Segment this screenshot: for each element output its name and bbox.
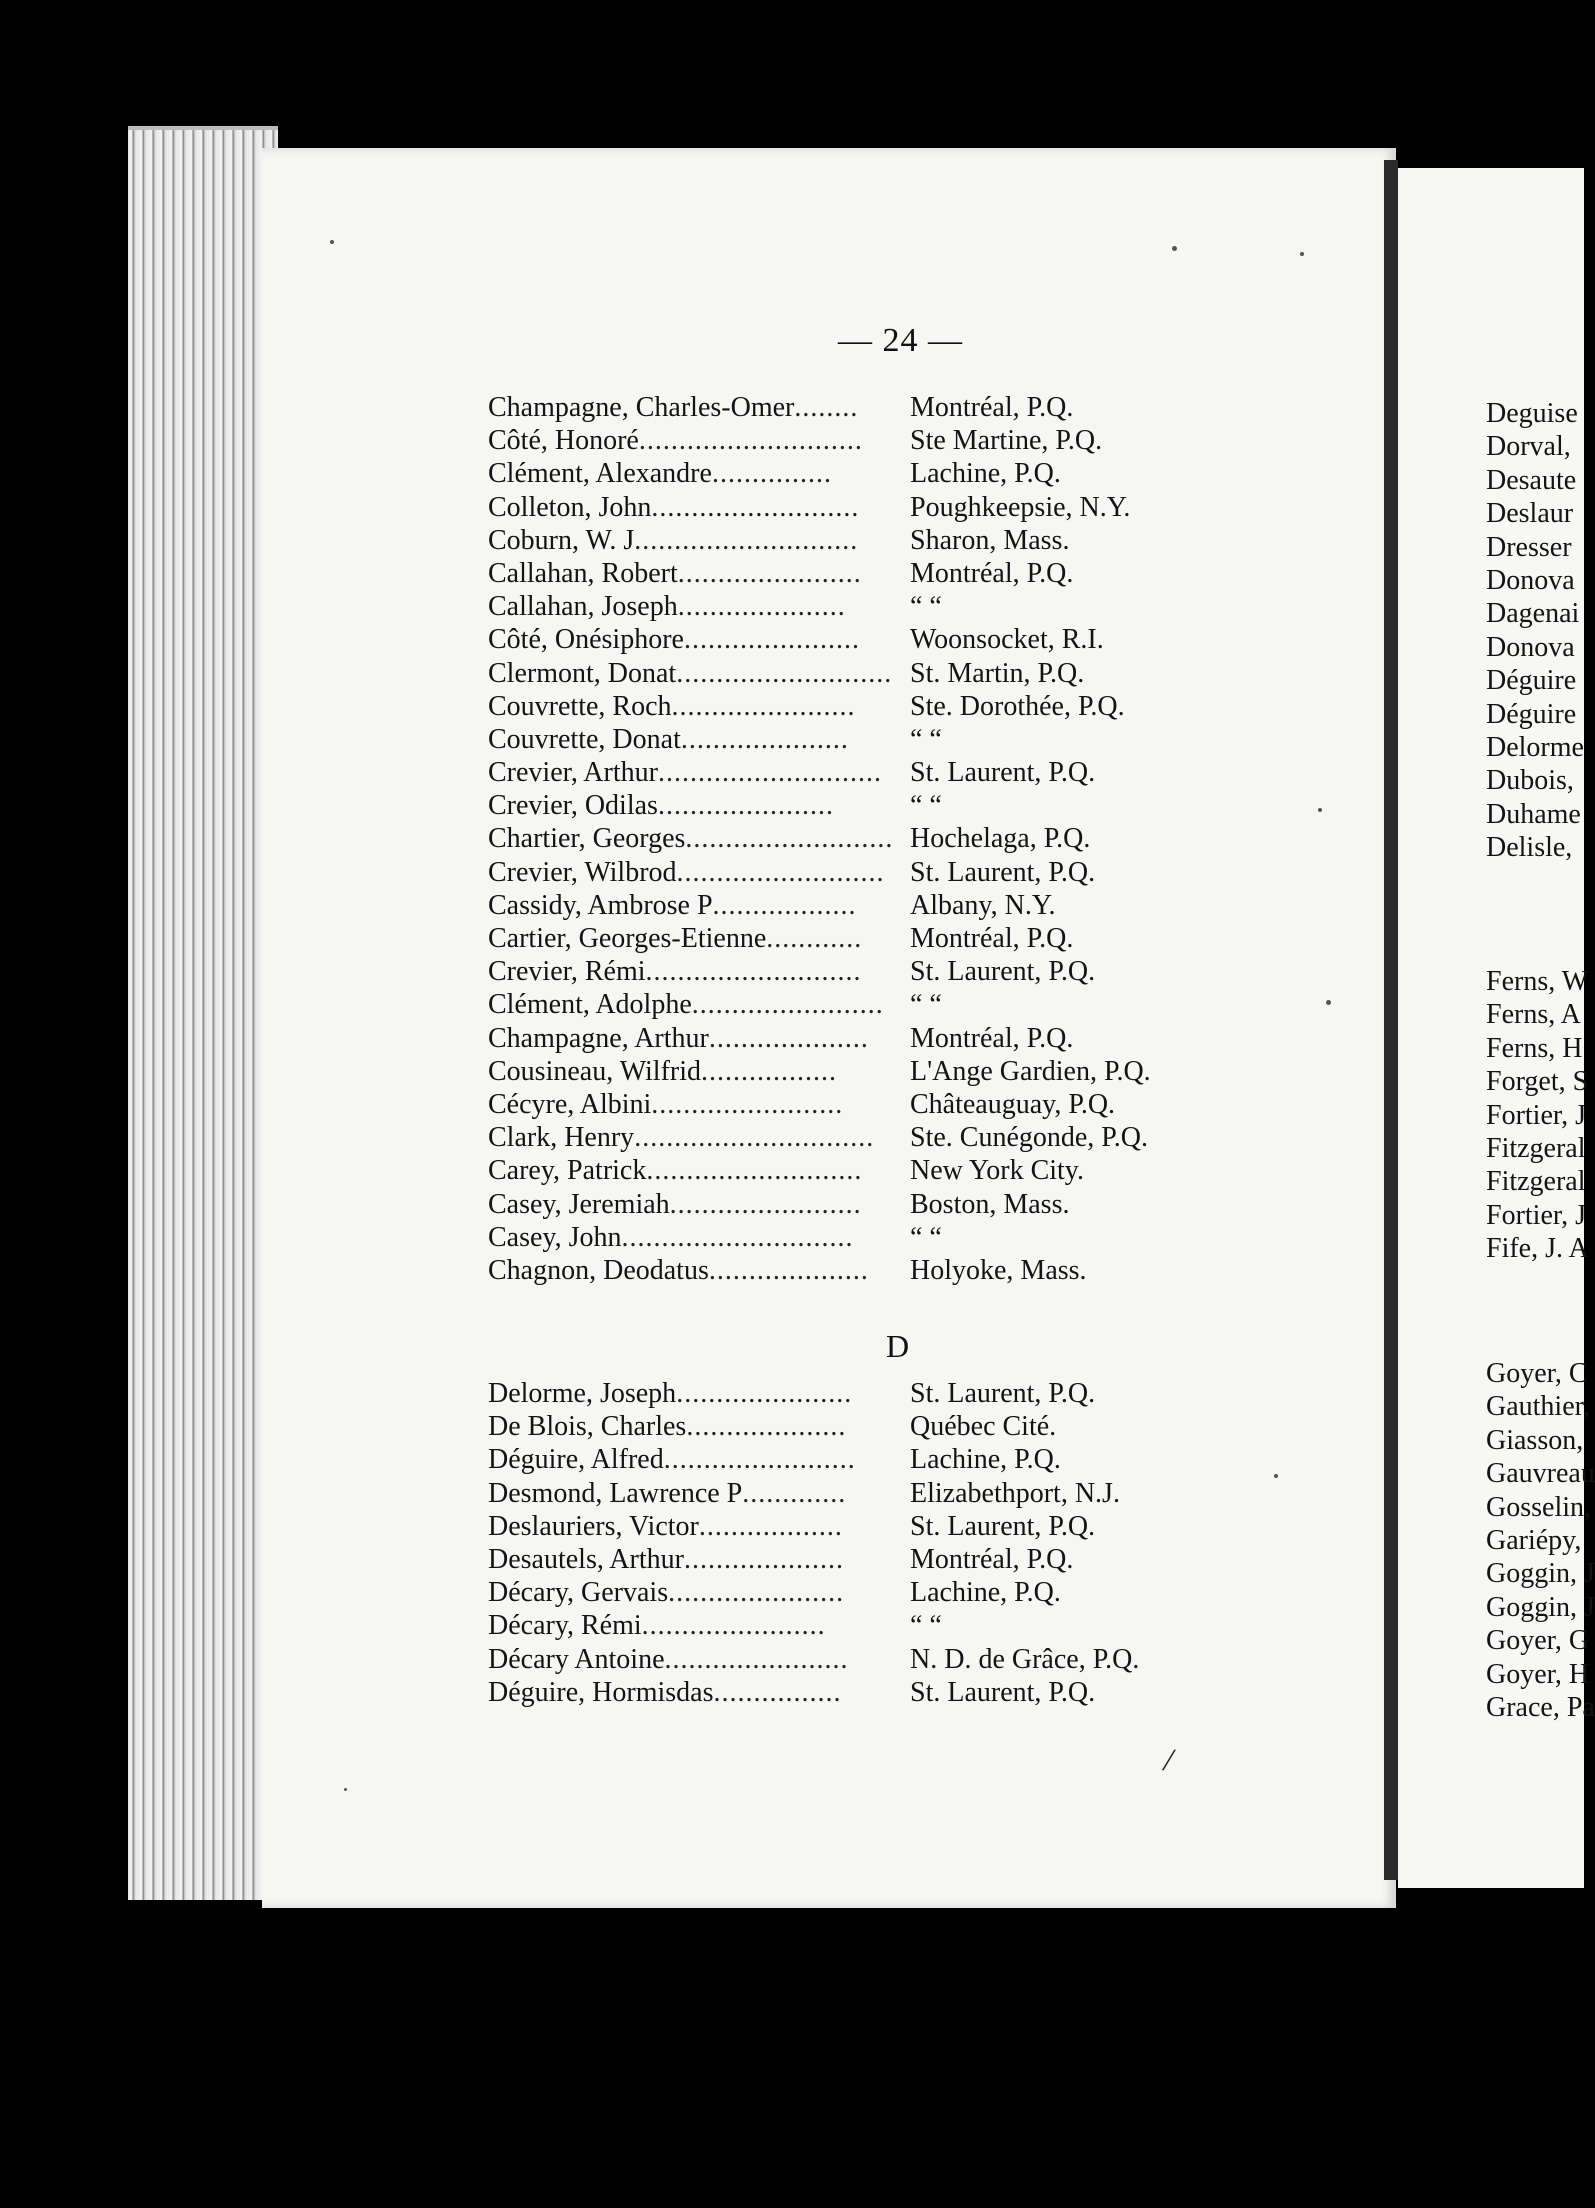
right-page-name: Goggin, J bbox=[1486, 1591, 1595, 1623]
directory-entry bbox=[488, 989, 1308, 1022]
right-page-name: Giasson, bbox=[1486, 1424, 1584, 1456]
right-page-name: Déguire bbox=[1486, 665, 1577, 697]
entry-place: “ “ bbox=[910, 591, 942, 623]
directory-entry bbox=[488, 1255, 1308, 1288]
entry-name: Clément, Alexandre bbox=[488, 458, 712, 490]
entry-leader-dots: ...................... bbox=[676, 1378, 853, 1409]
entry-leader-dots: .......................... bbox=[676, 856, 885, 888]
entry-place: Poughkeepsie, N.Y. bbox=[910, 491, 1131, 523]
entry-place: “ “ bbox=[910, 989, 942, 1021]
right-page-name: Ferns, W bbox=[1486, 966, 1589, 997]
entry-place: Boston, Mass. bbox=[910, 1188, 1070, 1220]
entry-name: Crevier, Wilbrod bbox=[488, 856, 677, 888]
entry-leader-dots: ............................ bbox=[634, 524, 859, 556]
entry-place: Woonsocket, R.I. bbox=[910, 624, 1104, 656]
entry-name: Deslauriers, Victor bbox=[488, 1510, 699, 1542]
entry-place: Sharon, Mass. bbox=[910, 524, 1070, 556]
entry-place: Montréal, P.Q. bbox=[910, 923, 1074, 954]
entry-name: Crevier, Odilas bbox=[488, 790, 658, 822]
directory-entry bbox=[488, 691, 1308, 724]
entry-place: Montréal, P.Q. bbox=[910, 1543, 1074, 1575]
entry-name: Décary, Gervais bbox=[488, 1577, 669, 1609]
entry-place: “ “ bbox=[910, 1610, 942, 1642]
directory-entry bbox=[488, 956, 1308, 989]
entry-name: Desmond, Lawrence P bbox=[488, 1477, 743, 1509]
entry-name: Chartier, Georges bbox=[488, 823, 686, 855]
page-number: — 24 — bbox=[838, 322, 963, 359]
entry-name: Cousineau, Wilfrid bbox=[488, 1055, 701, 1087]
directory-entry bbox=[488, 1677, 1308, 1710]
right-page-group-1 bbox=[1486, 398, 1584, 865]
entry-place: Lachine, P.Q. bbox=[910, 458, 1061, 490]
book-gutter bbox=[1384, 160, 1398, 1880]
entry-place: “ “ bbox=[910, 790, 942, 822]
entry-leader-dots: ............................. bbox=[621, 1221, 854, 1253]
entry-name: Crevier, Rémi bbox=[488, 956, 646, 988]
c-section-list bbox=[488, 392, 1308, 1288]
directory-entry bbox=[488, 923, 1308, 956]
entry-place: Elizabethport, N.J. bbox=[910, 1477, 1120, 1509]
entry-leader-dots: ............................ bbox=[638, 425, 863, 457]
directory-entry bbox=[488, 1644, 1308, 1677]
directory-entry bbox=[488, 1378, 1308, 1411]
directory-entry bbox=[488, 1511, 1308, 1544]
entry-place: St. Laurent, P.Q. bbox=[910, 956, 1096, 988]
entry-name: Champagne, Charles-Omer bbox=[488, 392, 795, 423]
entry-name: Couvrette, Donat bbox=[488, 723, 681, 755]
entry-leader-dots: .................... bbox=[708, 1254, 869, 1286]
entry-leader-dots: .................. bbox=[698, 1510, 843, 1542]
entry-leader-dots: .................... bbox=[686, 1411, 847, 1443]
entry-name: Delorme, Joseph bbox=[488, 1378, 677, 1409]
right-page-name: Delisle, bbox=[1486, 832, 1573, 864]
entry-leader-dots: ........................ bbox=[691, 989, 884, 1021]
scan-speck bbox=[1274, 1474, 1278, 1478]
right-page-name: Duhame bbox=[1486, 798, 1581, 830]
entry-leader-dots: ............... bbox=[711, 458, 832, 490]
directory-entry bbox=[488, 1478, 1308, 1511]
right-page-name: Delorme bbox=[1486, 731, 1584, 763]
entry-name: Callahan, Robert bbox=[488, 557, 678, 589]
entry-leader-dots: ....................... bbox=[671, 690, 856, 722]
entry-leader-dots: ........ bbox=[794, 392, 859, 423]
entry-leader-dots: ................. bbox=[701, 1055, 837, 1087]
entry-place: Lachine, P.Q. bbox=[910, 1444, 1061, 1476]
right-page-name: Grace, Pa bbox=[1486, 1691, 1595, 1723]
scan-speck bbox=[330, 240, 334, 244]
right-page-name: Deguise bbox=[1486, 398, 1578, 429]
directory-entry bbox=[488, 392, 1308, 425]
entry-leader-dots: ....................... bbox=[677, 557, 862, 589]
right-page-name: Goyer, H bbox=[1486, 1658, 1590, 1690]
entry-name: Cartier, Georges-Etienne bbox=[488, 923, 767, 954]
right-page-name: Donova bbox=[1486, 564, 1575, 596]
entry-name: Callahan, Joseph bbox=[488, 591, 678, 623]
entry-place: St. Laurent, P.Q. bbox=[910, 1378, 1096, 1409]
entry-leader-dots: ........................ bbox=[663, 1444, 856, 1476]
entry-place: Lachine, P.Q. bbox=[910, 1577, 1061, 1609]
right-page-name: Fortier, J bbox=[1486, 1199, 1586, 1231]
entry-leader-dots: ..................... bbox=[677, 591, 846, 623]
book-page-edges bbox=[128, 126, 278, 1900]
right-page-name: Fitzgeral bbox=[1486, 1166, 1586, 1198]
directory-entry bbox=[488, 790, 1308, 823]
entry-place: St. Laurent, P.Q. bbox=[910, 1510, 1096, 1542]
entry-leader-dots: .................... bbox=[683, 1543, 844, 1575]
entry-leader-dots: ................ bbox=[713, 1676, 842, 1708]
right-page-name: Deslaur bbox=[1486, 498, 1574, 530]
entry-name: Clermont, Donat bbox=[488, 657, 677, 689]
entry-leader-dots: .................... bbox=[708, 1022, 869, 1054]
entry-leader-dots: ....................... bbox=[641, 1610, 826, 1642]
right-page-name: Fitzgeral bbox=[1486, 1132, 1586, 1164]
directory-entry bbox=[488, 1411, 1308, 1444]
right-page-name: Gosselin, bbox=[1486, 1491, 1591, 1523]
entry-name: Coburn, W. J bbox=[488, 524, 635, 556]
scan-speck bbox=[1300, 252, 1304, 256]
entry-name: Déguire, Alfred bbox=[488, 1444, 664, 1476]
right-page-name: Dresser bbox=[1486, 531, 1572, 563]
right-page-name: Fife, J. A bbox=[1486, 1233, 1589, 1265]
entry-name: Clark, Henry bbox=[488, 1122, 635, 1154]
right-page-name: Goggin, J bbox=[1486, 1558, 1595, 1590]
entry-leader-dots: ........................ bbox=[669, 1188, 862, 1220]
entry-leader-dots: .......................... bbox=[685, 823, 894, 855]
scan-speck bbox=[1326, 1000, 1331, 1005]
entry-name: Cassidy, Ambrose P bbox=[488, 889, 713, 921]
entry-name: Couvrette, Roch bbox=[488, 690, 672, 722]
scan-speck bbox=[1172, 246, 1177, 251]
entry-place: “ “ bbox=[910, 1221, 942, 1253]
entry-place: N. D. de Grâce, P.Q. bbox=[910, 1643, 1140, 1675]
directory-entry bbox=[488, 525, 1308, 558]
entry-place: New York City. bbox=[910, 1155, 1084, 1187]
entry-name: Côté, Honoré bbox=[488, 425, 639, 457]
d-section-list bbox=[488, 1378, 1308, 1710]
directory-entry bbox=[488, 724, 1308, 757]
entry-leader-dots: ..................... bbox=[680, 723, 849, 755]
directory-entry bbox=[488, 658, 1308, 691]
entry-place: Albany, N.Y. bbox=[910, 889, 1056, 921]
entry-name: Desautels, Arthur bbox=[488, 1543, 684, 1575]
right-page-name: Desaute bbox=[1486, 464, 1577, 496]
entry-leader-dots: .............................. bbox=[634, 1122, 875, 1154]
entry-name: Décary, Rémi bbox=[488, 1610, 642, 1642]
entry-place: Châteauguay, P.Q. bbox=[910, 1088, 1116, 1120]
entry-place: St. Laurent, P.Q. bbox=[910, 757, 1096, 789]
entry-name: Décary Antoine bbox=[488, 1643, 665, 1675]
entry-name: Déguire, Hormisdas bbox=[488, 1676, 714, 1708]
directory-entry bbox=[488, 1122, 1308, 1155]
entry-name: Champagne, Arthur bbox=[488, 1022, 709, 1054]
directory-entry bbox=[488, 1056, 1308, 1089]
directory-entry bbox=[488, 1610, 1308, 1643]
directory-entry bbox=[488, 890, 1308, 923]
directory-entry bbox=[488, 1023, 1308, 1056]
entry-name: De Blois, Charles bbox=[488, 1411, 687, 1443]
entry-place: Ste Martine, P.Q. bbox=[910, 425, 1103, 457]
right-page-name: Fortier, J bbox=[1486, 1099, 1586, 1131]
right-page-name: Déguire bbox=[1486, 698, 1577, 730]
entry-name: Carey, Patrick bbox=[488, 1155, 647, 1187]
entry-name: Chagnon, Deodatus bbox=[488, 1254, 709, 1286]
entry-place: L'Ange Gardien, P.Q. bbox=[910, 1055, 1151, 1087]
entry-leader-dots: ........................... bbox=[676, 657, 893, 689]
entry-name: Cécyre, Albini bbox=[488, 1088, 652, 1120]
entry-name: Colleton, John bbox=[488, 491, 652, 523]
directory-entry bbox=[488, 425, 1308, 458]
entry-leader-dots: .................. bbox=[712, 889, 857, 921]
right-page-name: Goyer, G bbox=[1486, 1625, 1590, 1657]
entry-place: St. Martin, P.Q. bbox=[910, 657, 1085, 689]
entry-name: Casey, Jeremiah bbox=[488, 1188, 670, 1220]
entry-leader-dots: ........................... bbox=[646, 1155, 863, 1187]
scan-speck bbox=[1318, 808, 1322, 812]
entry-leader-dots: .......................... bbox=[651, 491, 860, 523]
directory-entry bbox=[488, 857, 1308, 890]
entry-leader-dots: ...................... bbox=[683, 624, 860, 656]
entry-place: St. Laurent, P.Q. bbox=[910, 1676, 1096, 1708]
entry-leader-dots: ............ bbox=[766, 923, 863, 954]
right-page-group-2 bbox=[1486, 966, 1589, 1267]
entry-name: Crevier, Arthur bbox=[488, 757, 658, 789]
entry-leader-dots: ........................ bbox=[651, 1088, 844, 1120]
entry-place: Ste. Dorothée, P.Q. bbox=[910, 690, 1125, 722]
entry-place: Ste. Cunégonde, P.Q. bbox=[910, 1122, 1148, 1154]
entry-leader-dots: ............. bbox=[742, 1477, 847, 1509]
entry-leader-dots: ........................... bbox=[645, 956, 862, 988]
directory-entry bbox=[488, 1544, 1308, 1577]
pencil-mark: / bbox=[1160, 1741, 1178, 1780]
right-page-name: Ferns, A bbox=[1486, 999, 1581, 1031]
entry-place: Hochelaga, P.Q. bbox=[910, 823, 1091, 855]
right-page-group-3 bbox=[1486, 1358, 1595, 1725]
directory-entry bbox=[488, 757, 1308, 790]
entry-name: Clément, Adolphe bbox=[488, 989, 692, 1021]
entry-place: Montréal, P.Q. bbox=[910, 392, 1074, 423]
entry-place: Montréal, P.Q. bbox=[910, 1022, 1074, 1054]
directory-entry bbox=[488, 1189, 1308, 1222]
directory-entry bbox=[488, 624, 1308, 657]
directory-entry bbox=[488, 1155, 1308, 1188]
directory-entry bbox=[488, 823, 1308, 856]
entry-leader-dots: ....................... bbox=[664, 1643, 849, 1675]
entry-name: Casey, John bbox=[488, 1221, 622, 1253]
entry-leader-dots: ...................... bbox=[668, 1577, 845, 1609]
right-page-name: Dubois, bbox=[1486, 765, 1574, 797]
entry-leader-dots: ............................ bbox=[657, 757, 882, 789]
directory-entry bbox=[488, 458, 1308, 491]
entry-place: St. Laurent, P.Q. bbox=[910, 856, 1096, 888]
directory-entry bbox=[488, 1222, 1308, 1255]
right-page-name: Forget, S bbox=[1486, 1066, 1589, 1098]
directory-entry bbox=[488, 591, 1308, 624]
right-page-name: Dorval, bbox=[1486, 431, 1571, 463]
entry-name: Côté, Onésiphore bbox=[488, 624, 684, 656]
right-page-name: Gauvreau bbox=[1486, 1458, 1595, 1490]
directory-entry bbox=[488, 1089, 1308, 1122]
section-letter-d: D bbox=[886, 1328, 910, 1364]
entry-place: Montréal, P.Q. bbox=[910, 557, 1074, 589]
directory-entry bbox=[488, 1444, 1308, 1477]
right-page-name: Gauthier, bbox=[1486, 1391, 1590, 1423]
scan-speck bbox=[344, 1788, 347, 1791]
right-page-name: Goyer, C bbox=[1486, 1358, 1588, 1389]
entry-place: Holyoke, Mass. bbox=[910, 1254, 1087, 1286]
directory-entry bbox=[488, 492, 1308, 525]
directory-entry bbox=[488, 1577, 1308, 1610]
directory-entry bbox=[488, 558, 1308, 591]
entry-place: “ “ bbox=[910, 723, 942, 755]
right-page-name: Dagenai bbox=[1486, 598, 1580, 630]
right-page-name: Gariépy, bbox=[1486, 1524, 1582, 1556]
right-page-name: Ferns, H bbox=[1486, 1032, 1583, 1064]
right-page-name: Donova bbox=[1486, 631, 1575, 663]
entry-leader-dots: ...................... bbox=[657, 790, 834, 822]
entry-place: Québec Cité. bbox=[910, 1411, 1057, 1443]
